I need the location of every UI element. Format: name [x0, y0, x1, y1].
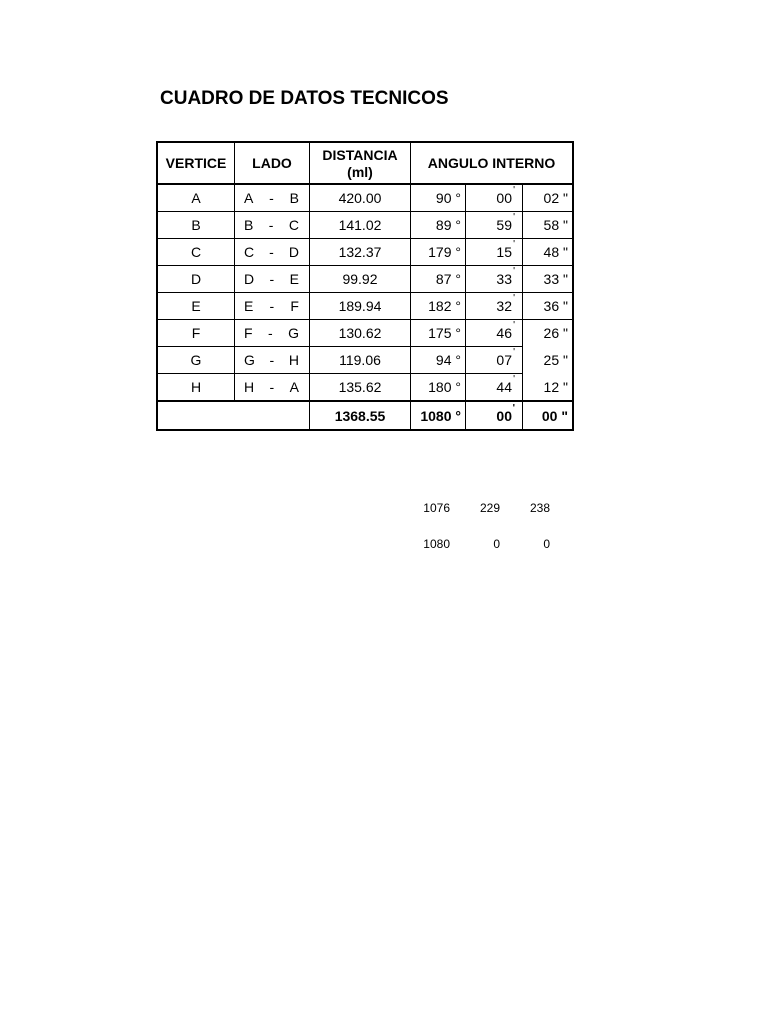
cell-lado — [235, 293, 310, 320]
second-symbol: " — [563, 352, 568, 368]
table-row — [157, 293, 573, 320]
minute-symbol: ' — [513, 374, 515, 385]
total-minutos-value: 00 — [496, 407, 512, 424]
cell-lado — [235, 239, 310, 266]
segundos-value: 33 — [543, 271, 560, 287]
cell-minutos — [466, 320, 523, 347]
cell-distancia: 135.62 — [310, 374, 411, 402]
calc-row-1-seconds: 238 — [529, 501, 550, 515]
cell-minutos — [466, 347, 523, 374]
lado-to: G — [288, 325, 299, 341]
degree-symbol: ° — [455, 407, 461, 424]
lado-dash: - — [268, 217, 274, 233]
segundos-value: 12 — [543, 378, 560, 395]
cell-grados — [411, 347, 466, 374]
total-empty-lado — [235, 401, 310, 430]
second-symbol: " — [563, 298, 568, 314]
lado-from: C — [244, 244, 255, 260]
cell-grados — [411, 266, 466, 293]
grados-value: 182 — [428, 298, 452, 314]
minutos-value: 32 — [496, 298, 512, 314]
cell-grados — [411, 374, 466, 402]
cell-lado — [235, 347, 310, 374]
cell-distancia: 141.02 — [310, 212, 411, 239]
cell-vertice: D — [157, 266, 235, 293]
cell-segundos — [523, 374, 574, 402]
table-row — [157, 239, 573, 266]
minute-symbol: ' — [513, 212, 515, 223]
grados-value: 179 — [428, 244, 452, 260]
cell-minutos — [466, 212, 523, 239]
cell-vertice: F — [157, 320, 235, 347]
lado-dash: - — [269, 271, 275, 287]
table-row — [157, 266, 573, 293]
lado-to: E — [289, 271, 299, 287]
table-row — [157, 347, 573, 374]
cell-lado — [235, 212, 310, 239]
table-total-row — [157, 401, 573, 430]
cell-minutos — [466, 266, 523, 293]
lado-from: F — [244, 325, 253, 341]
calc-row-2-minutes: 0 — [493, 537, 500, 551]
lado-dash: - — [269, 244, 274, 260]
degree-symbol: ° — [455, 325, 461, 341]
second-symbol: " — [563, 244, 568, 260]
cell-segundos — [523, 320, 574, 347]
table-row — [157, 212, 573, 239]
cell-vertice: B — [157, 212, 235, 239]
cell-minutos — [466, 293, 523, 320]
cell-lado — [235, 374, 310, 402]
lado-from: E — [244, 298, 254, 314]
segundos-value: 26 — [543, 325, 560, 342]
grados-value: 87 — [435, 271, 452, 287]
lado-from: A — [244, 190, 254, 206]
total-distancia: 1368.55 — [310, 401, 411, 430]
lado-dash: - — [269, 190, 274, 206]
cell-segundos — [523, 266, 574, 293]
second-symbol: " — [561, 407, 568, 424]
cell-vertice: E — [157, 293, 235, 320]
header-vertice: VERTICE — [157, 142, 235, 184]
calc-row-2-seconds: 0 — [543, 537, 550, 551]
cell-grados — [411, 239, 466, 266]
cell-grados — [411, 212, 466, 239]
grados-value: 175 — [428, 325, 452, 341]
grados-value: 94 — [435, 352, 452, 368]
table-row — [157, 320, 573, 347]
grados-value: 90 — [435, 190, 452, 206]
header-distancia — [310, 142, 411, 184]
lado-to: A — [289, 379, 299, 395]
table-body — [157, 184, 573, 430]
degree-symbol: ° — [455, 190, 461, 206]
header-lado: LADO — [235, 142, 310, 184]
degree-symbol: ° — [455, 217, 461, 233]
second-symbol: " — [563, 378, 568, 395]
technical-data-table — [156, 141, 574, 431]
minute-symbol: ' — [513, 293, 515, 304]
minute-symbol: ' — [513, 266, 515, 277]
minutos-value: 15 — [496, 244, 512, 260]
lado-to: F — [290, 298, 299, 314]
table-header-row — [157, 142, 573, 184]
cell-segundos — [523, 239, 574, 266]
header-distancia-line1: DISTANCIA — [322, 146, 398, 163]
segundos-value: 58 — [543, 217, 560, 233]
total-empty-vertice — [157, 401, 235, 430]
cell-vertice: C — [157, 239, 235, 266]
total-minutos — [466, 401, 523, 430]
lado-dash: - — [269, 298, 275, 314]
lado-to: D — [288, 244, 299, 260]
degree-symbol: ° — [455, 379, 461, 395]
cell-lado — [235, 184, 310, 212]
cell-vertice: G — [157, 347, 235, 374]
cell-distancia: 99.92 — [310, 266, 411, 293]
segundos-value: 48 — [543, 244, 560, 260]
cell-segundos — [523, 293, 574, 320]
cell-distancia: 130.62 — [310, 320, 411, 347]
page-title: CUADRO DE DATOS TECNICOS — [160, 88, 449, 109]
total-grados — [411, 401, 466, 430]
cell-lado — [235, 320, 310, 347]
lado-to: C — [288, 217, 299, 233]
lado-from: B — [244, 217, 254, 233]
second-symbol: " — [563, 217, 568, 233]
cell-vertice: A — [157, 184, 235, 212]
minutos-value: 46 — [496, 325, 512, 341]
cell-distancia: 420.00 — [310, 184, 411, 212]
lado-dash: - — [269, 379, 275, 395]
grados-value: 89 — [435, 217, 452, 233]
degree-symbol: ° — [455, 271, 461, 287]
table-row — [157, 184, 573, 212]
header-angulo-interno: ANGULO INTERNO — [411, 142, 574, 184]
cell-distancia: 132.37 — [310, 239, 411, 266]
minute-symbol: ' — [513, 185, 515, 196]
lado-dash: - — [268, 325, 273, 341]
cell-grados — [411, 320, 466, 347]
segundos-value: 02 — [543, 190, 560, 206]
total-grados-value: 1080 — [420, 407, 452, 424]
header-distancia-line2: (ml) — [347, 163, 373, 180]
lado-from: H — [244, 379, 255, 395]
calc-row-1-degrees: 1076 — [423, 501, 450, 515]
cell-distancia: 189.94 — [310, 293, 411, 320]
cell-minutos — [466, 239, 523, 266]
total-segundos-value: 00 — [541, 407, 558, 424]
calc-row-2-degrees: 1080 — [423, 537, 450, 551]
lado-to: B — [289, 190, 299, 206]
segundos-value: 36 — [543, 298, 560, 314]
cell-grados — [411, 293, 466, 320]
segundos-value: 25 — [543, 352, 560, 368]
cell-lado — [235, 266, 310, 293]
lado-from: D — [244, 271, 255, 287]
lado-from: G — [244, 352, 255, 368]
minutos-value: 59 — [496, 217, 512, 233]
total-segundos — [523, 401, 574, 430]
minutos-value: 33 — [496, 271, 512, 287]
cell-minutos — [466, 184, 523, 212]
second-symbol: " — [563, 271, 568, 287]
minutos-value: 00 — [496, 190, 512, 206]
cell-vertice: H — [157, 374, 235, 402]
minute-symbol: ' — [513, 239, 515, 250]
grados-value: 180 — [428, 379, 452, 395]
minutos-value: 07 — [496, 352, 512, 368]
cell-grados — [411, 184, 466, 212]
degree-symbol: ° — [455, 352, 461, 368]
minute-symbol: ' — [512, 402, 515, 414]
degree-symbol: ° — [455, 298, 461, 314]
second-symbol: " — [563, 325, 568, 342]
calc-row-1-minutes: 229 — [479, 501, 500, 515]
lado-dash: - — [269, 352, 275, 368]
cell-minutos — [466, 374, 523, 402]
cell-segundos — [523, 212, 574, 239]
lado-to: H — [288, 352, 299, 368]
cell-segundos — [523, 347, 574, 374]
degree-symbol: ° — [455, 244, 461, 260]
minutos-value: 44 — [496, 379, 512, 395]
cell-distancia: 119.06 — [310, 347, 411, 374]
second-symbol: " — [563, 190, 568, 206]
table-row — [157, 374, 573, 402]
minute-symbol: ' — [513, 320, 515, 331]
minute-symbol: ' — [513, 347, 515, 358]
cell-segundos — [523, 184, 574, 212]
